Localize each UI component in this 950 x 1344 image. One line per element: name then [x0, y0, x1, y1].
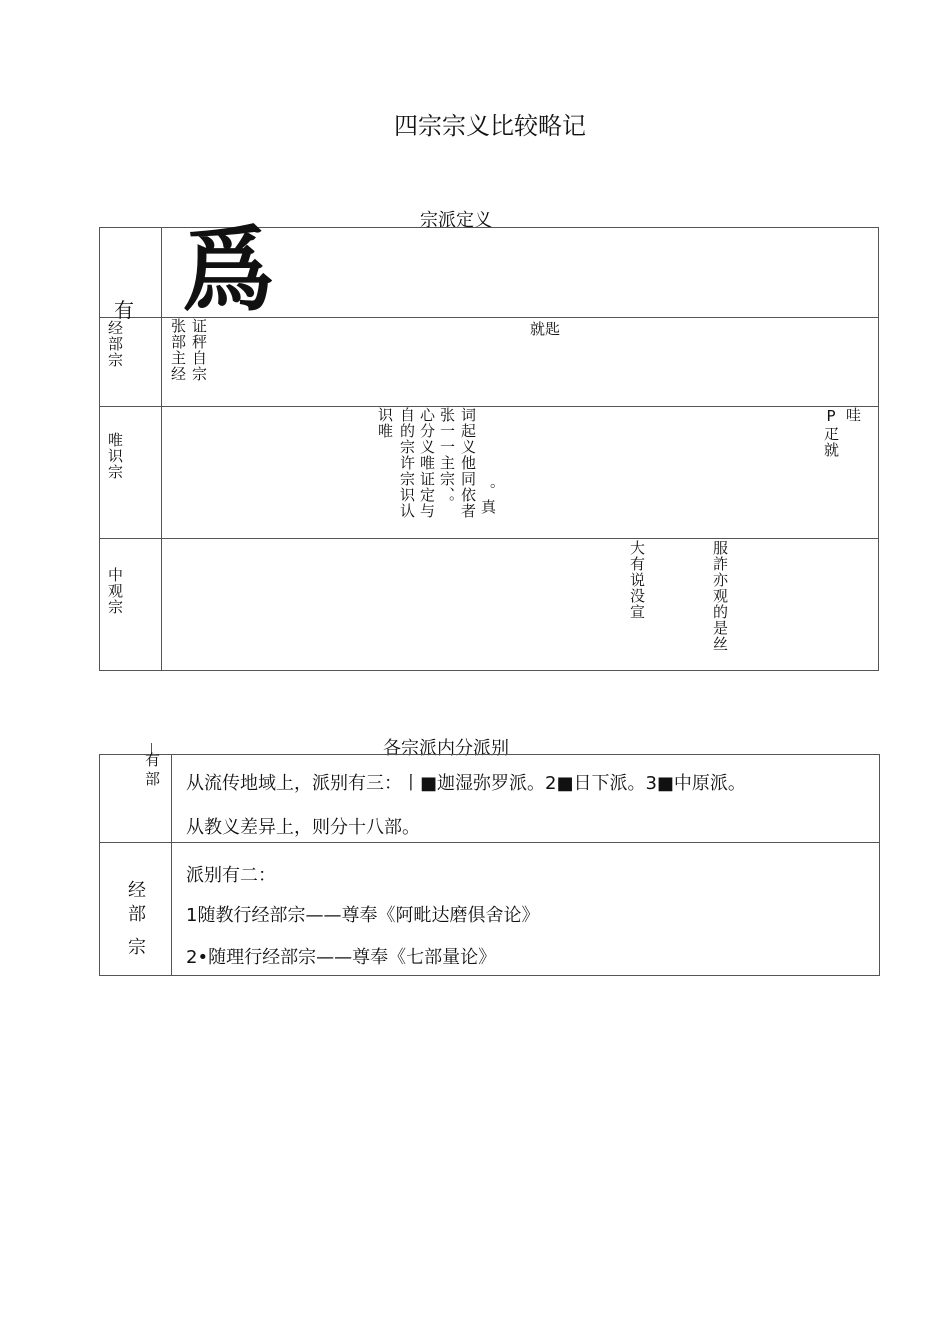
row-label-cell — [100, 407, 162, 539]
row-content-cell — [172, 755, 880, 843]
row-label-bottom: 部 — [145, 770, 161, 788]
row-content-cell — [162, 407, 879, 539]
text-column: 。真 — [479, 483, 497, 515]
text-line: 派别有二： — [186, 865, 276, 886]
large-glyph: 爲 — [182, 216, 275, 324]
text-line: 从流传地域上，派别有三：丨■迦湿弥罗派。2■日下派。3■中原派。 — [186, 773, 746, 794]
row-content-cell — [162, 318, 879, 407]
text-column: 服詐亦观的是丝 — [711, 540, 729, 652]
text-line: 2•随理行经部宗——尊奉《七部量论》 — [186, 947, 497, 968]
section-caption-definitions: 宗派定义 — [420, 210, 492, 231]
row-label-char: 宗 — [128, 937, 146, 958]
section-caption-subschools: 各宗派内分派别 — [383, 738, 509, 759]
document-title: 四宗宗义比较略记 — [394, 112, 586, 140]
row-content-cell — [162, 539, 879, 671]
text-column: 自的宗许宗识认 — [398, 407, 416, 519]
row-label-weishi: 唯识宗 — [106, 432, 124, 480]
text-column: 张一一主宗、。 — [438, 407, 456, 512]
row-label-zhongguan: 中观宗 — [106, 567, 124, 615]
row-label-cell — [100, 228, 162, 322]
row-label-cell — [100, 751, 172, 843]
text-line: 1随教行经部宗——尊奉《阿毗达磨俱舍论》 — [186, 905, 540, 926]
text-line: 从教义差异上，则分十八部。 — [186, 817, 420, 838]
row-label-char: 经 — [128, 880, 146, 901]
subschools-table — [99, 751, 880, 976]
text-column: 哇 — [844, 407, 862, 423]
row-label-cell — [100, 539, 162, 671]
row-label-cell — [100, 318, 162, 407]
text-column: 张部主经 — [169, 318, 187, 382]
text-column: P疋就 — [822, 407, 840, 458]
text-column: 心分义唯证定与 — [418, 407, 436, 519]
row-label-top: 有 — [145, 751, 161, 769]
text-fragment: 就匙 — [530, 320, 561, 338]
row-label-you: 有 — [114, 298, 134, 322]
text-column: 识唯 — [376, 407, 394, 439]
text-column: 词起义他同依者 — [459, 407, 477, 519]
row-label-cell — [100, 843, 172, 976]
text-column: 证秤自宗 — [190, 318, 208, 382]
text-column: 大有说没宣 — [628, 540, 646, 620]
row-label-char: 部 — [128, 904, 146, 925]
row-content-cell — [172, 843, 880, 976]
row-label-jingbu: 经部宗 — [106, 320, 124, 368]
